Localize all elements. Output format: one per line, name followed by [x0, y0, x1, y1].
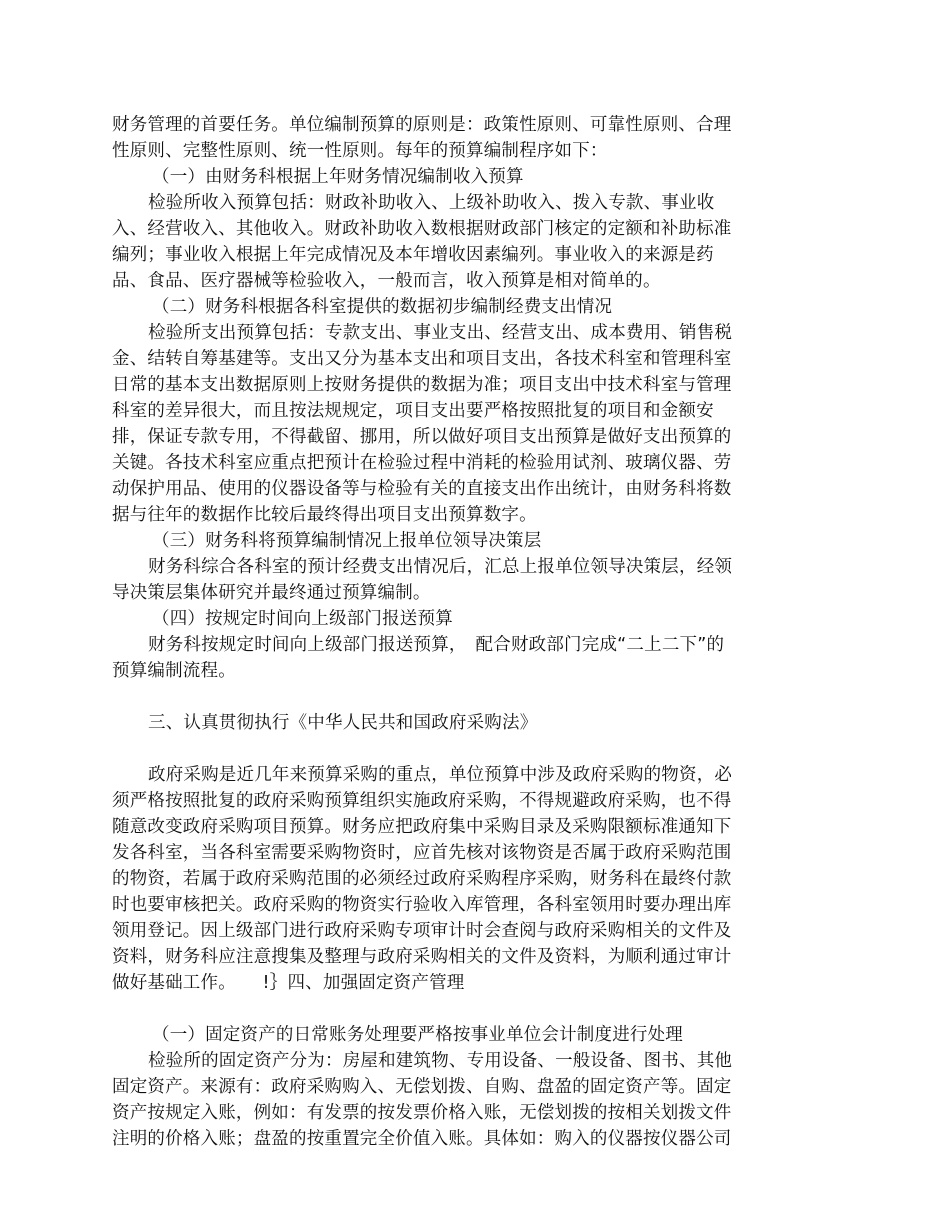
- text-line: 财务科按规定时间向上级部门报送预算， 配合财政部门完成“二上二下”的: [148, 635, 725, 655]
- text-line: 财务管理的首要任务。单位编制预算的原则是：政策性原则、可靠性原则、合理: [112, 115, 732, 135]
- text-line: 据与往年的数据作比较后最终得出项目支出预算数字。: [112, 505, 537, 525]
- text-line: 时也要审核把关。政府采购的物资实行验收入库管理，各科室领用时要办理出库: [112, 895, 732, 915]
- blank-line: [112, 736, 768, 762]
- text-line: （二）财务科根据各科室提供的数据初步编制经费支出情况: [152, 297, 613, 317]
- text-line: （一）由财务科根据上年财务情况编制收入预算: [152, 167, 524, 187]
- text-line: 编列；事业收入根据上年完成情况及本年增收因素编列。事业收入的来源是药: [112, 245, 714, 265]
- text-line: 检验所的固定资产分为：房屋和建筑物、专用设备、一般设备、图书、其他: [148, 1051, 733, 1071]
- text-line: 发各科室，当各科室需要采购物资时，应首先核对该物资是否属于政府采购范围: [112, 843, 732, 863]
- text-line: 金、结转自筹基建等。支出又分为基本支出和项目支出，各技术科室和管理科室: [112, 349, 732, 369]
- text-line: 须严格按照批复的政府采购预算组织实施政府采购，不得规避政府采购，也不得: [112, 791, 732, 811]
- text-line: 日常的基本支出数据原则上按财务提供的数据为准；项目支出中技术科室与管理: [112, 375, 732, 395]
- blank-line: [112, 996, 768, 1022]
- text-line: 排，保证专款专用，不得截留、挪用，所以做好项目支出预算是做好支出预算的: [112, 427, 732, 447]
- text-line: 品、食品、医疗器械等检验收入，一般而言，收入预算是相对简单的。: [112, 271, 661, 291]
- blank-line: [112, 684, 768, 710]
- text-line: 检验所支出预算包括：专款支出、事业支出、经营支出、成本费用、销售税: [148, 323, 733, 343]
- text-line: 领用登记。因上级部门进行政府采购专项审计时会查阅与政府采购相关的文件及: [112, 921, 732, 941]
- text-line: 三、认真贯彻执行《中华人民共和国政府采购法》: [148, 713, 538, 733]
- document-page: [112, 112, 768, 1152]
- text-line: 财务科综合各科室的预计经费支出情况后，汇总上报单位领导决策层，经领: [148, 557, 733, 577]
- text-line: 资料，财务科应注意搜集及整理与政府采购相关的文件及资料，为顺利通过审计: [112, 947, 732, 967]
- text-line: 检验所收入预算包括：财政补助收入、上级补助收入、拨入专款、事业收: [148, 193, 715, 213]
- text-line: 科室的差异很大，而且按法规规定，项目支出要严格按照批复的项目和金额安: [112, 401, 714, 421]
- text-line: 关键。各技术科室应重点把预计在检验过程中消耗的检验用试剂、玻璃仪器、劳: [112, 453, 732, 473]
- text-line: 注明的价格入账；盘盈的按重置完全价值入账。具体如：购入的仪器按仪器公司: [112, 1129, 732, 1149]
- text-line: 做好基础工作。 !｝四、加强固定资产管理: [112, 973, 465, 993]
- text-line: 固定资产。来源有：政府采购购入、无偿划拨、自购、盘盈的固定资产等。固定: [112, 1077, 732, 1097]
- text-line: 预算编制流程。: [112, 661, 236, 681]
- text-line: 资产按规定入账，例如：有发票的按发票价格入账，无偿划拨的按相关划拨文件: [112, 1103, 732, 1123]
- text-line: 性原则、完整性原则、统一性原则。每年的预算编制程序如下：: [112, 141, 608, 161]
- text-line: 随意改变政府采购项目预算。财务应把政府集中采购目录及采购限额标准通知下: [112, 817, 732, 837]
- text-line: 的物资，若属于政府采购范围的必须经过政府采购程序采购，财务科在最终付款: [112, 869, 732, 889]
- text-line: （三）财务科将预算编制情况上报单位领导决策层: [152, 531, 542, 551]
- text-line: 导决策层集体研究并最终通过预算编制。: [112, 583, 431, 603]
- text-line: 政府采购是近几年来预算采购的重点，单位预算中涉及政府采购的物资，必: [148, 765, 733, 785]
- text-line: （四）按规定时间向上级部门报送预算: [152, 609, 453, 629]
- text-line: 入、经营收入、其他收入。财政补助收入数根据财政部门核定的定额和补助标准: [112, 219, 732, 239]
- text-line: （一）固定资产的日常账务处理要严格按事业单位会计制度进行处理: [152, 1025, 683, 1045]
- text-line: 动保护用品、使用的仪器设备等与检验有关的直接支出作出统计，由财务科将数: [112, 479, 732, 499]
